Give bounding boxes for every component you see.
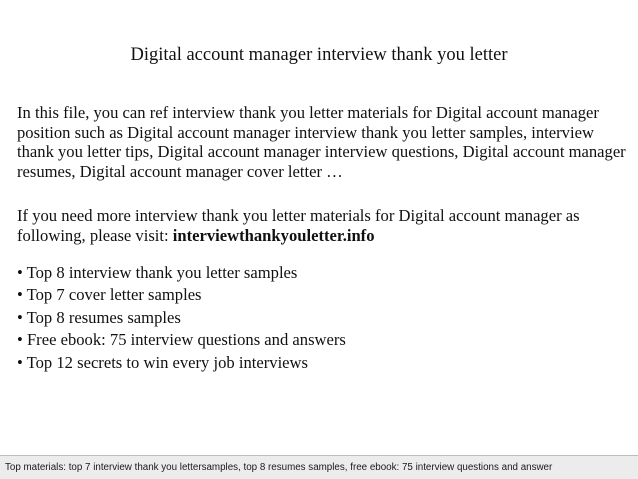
intro-paragraph: In this file, you can ref interview thank you letter materials for Digital account manager position such as Digital account manager interview thank you letter samples, interview thank you letter tips, Digital account manager interview questions, Digital account manager resumes, Digital account manager cover letter … bbox=[17, 103, 626, 181]
website-link[interactable]: interviewthankyouletter.info bbox=[172, 225, 375, 245]
list-item: • Top 8 resumes samples bbox=[17, 307, 181, 327]
list-item: • Top 8 interview thank you letter samples bbox=[17, 263, 298, 282]
page-title: Digital account manager interview thank you letter bbox=[130, 45, 508, 65]
list-item: • Free ebook: 75 interview questions and answers bbox=[17, 330, 346, 350]
list-item: • Top 12 secrets to win every job interviews bbox=[17, 352, 308, 372]
materials-list bbox=[17, 262, 629, 374]
list-item: • Top 7 cover letter samples bbox=[17, 285, 202, 305]
more-info-text: If you need more interview thank you letter materials for Digital account manager as following, please visit: bbox=[17, 206, 580, 245]
footer-bar bbox=[0, 455, 638, 479]
more-info-paragraph bbox=[17, 206, 629, 245]
footer-text: Top materials: top 7 interview thank you lettersamples, top 8 resumes samples, free ebook: 75 interview questions and answer bbox=[5, 462, 553, 473]
